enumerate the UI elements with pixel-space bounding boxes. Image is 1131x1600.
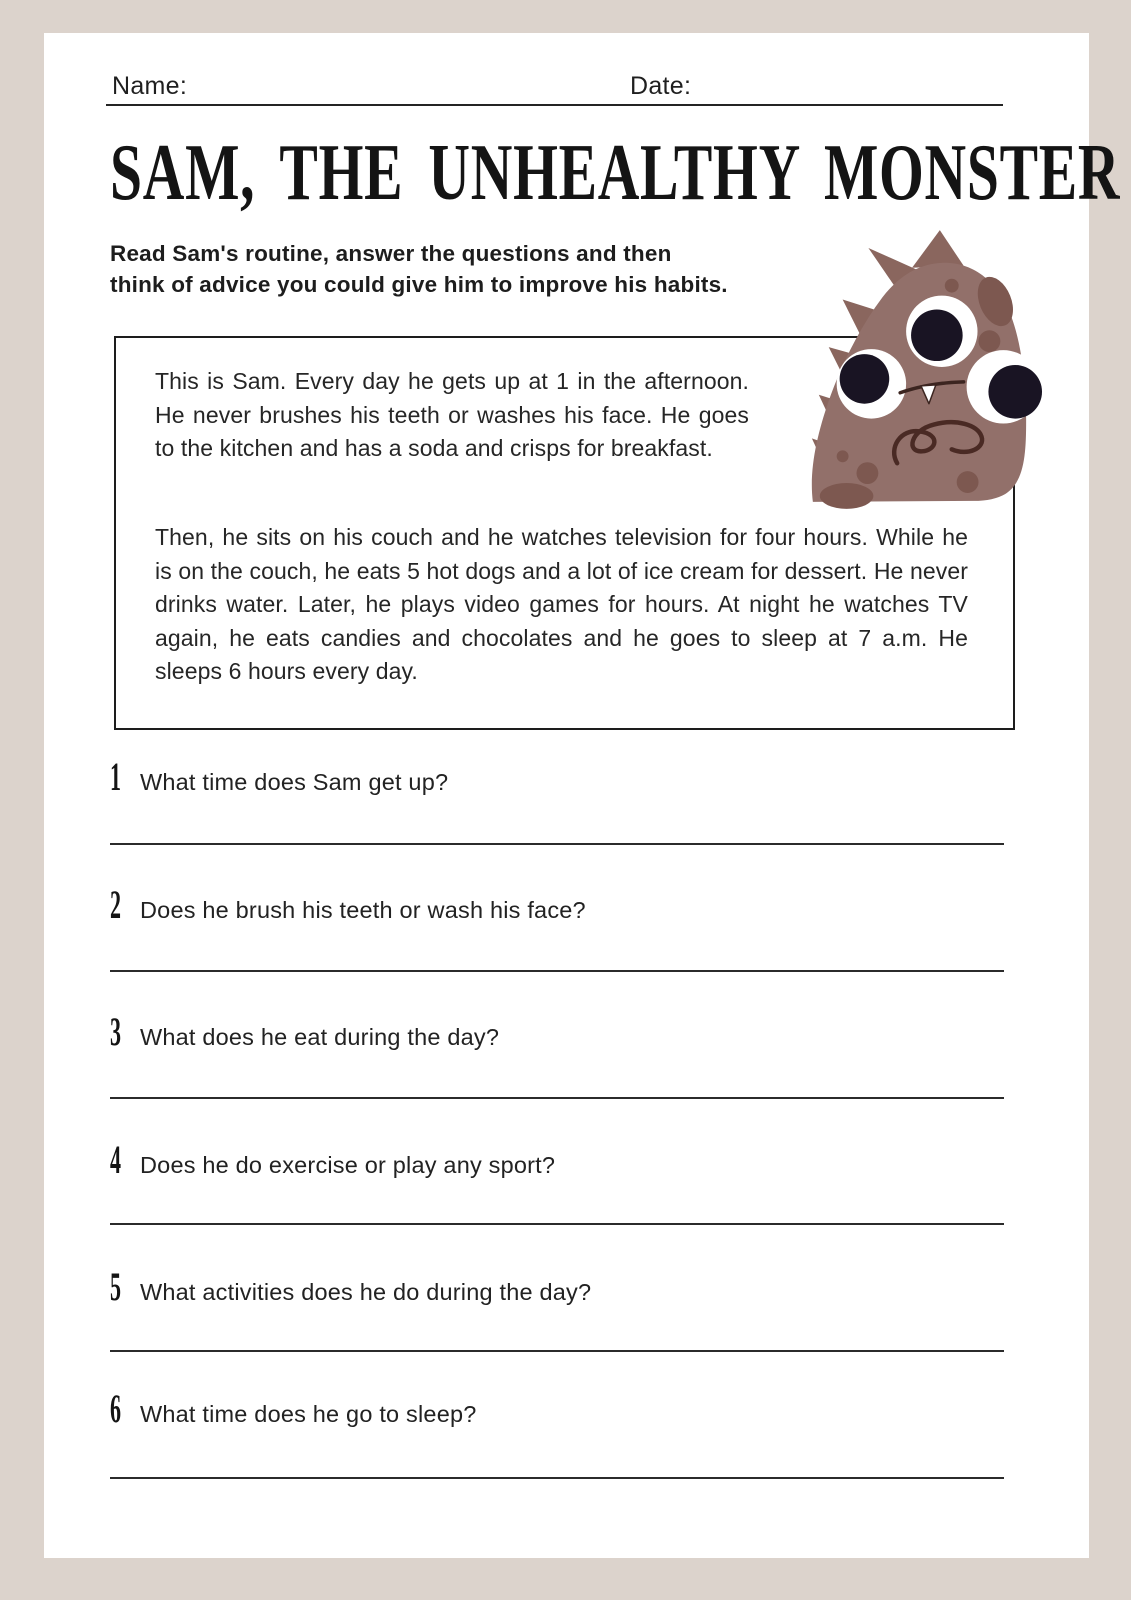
answer-line-5[interactable]	[110, 1350, 1004, 1352]
question-4-number: 4	[110, 1137, 121, 1182]
question-3	[110, 1009, 500, 1054]
passage-paragraph-1: This is Sam. Every day he gets up at 1 in the afternoon. He never brushes his teeth or washes his face. He goes to the kitchen and has a soda and crisps for breakfast.	[155, 368, 749, 461]
question-3-text: What does he eat during the day?	[140, 1024, 500, 1050]
question-1-text: What time does Sam get up?	[140, 769, 449, 795]
name-date-fill-line[interactable]	[106, 104, 1003, 106]
name-label: Name:	[112, 72, 188, 100]
question-4-text: Does he do exercise or play any sport?	[140, 1152, 556, 1178]
question-1-number: 1	[110, 754, 121, 799]
answer-line-4[interactable]	[110, 1223, 1004, 1225]
instructions-line-2: think of advice you could give him to improve his habits.	[110, 272, 728, 297]
question-2-number: 2	[110, 882, 121, 927]
question-3-number: 3	[110, 1009, 121, 1054]
page-title: SAM, THE UNHEALTHY MONSTER	[110, 129, 1121, 217]
date-label: Date:	[630, 72, 692, 100]
question-2-text: Does he brush his teeth or wash his face?	[140, 897, 586, 923]
question-6-text: What time does he go to sleep?	[140, 1401, 477, 1427]
question-6	[110, 1386, 477, 1431]
question-4	[110, 1137, 556, 1182]
monster-illustration	[795, 222, 1043, 510]
passage-paragraph-2: Then, he sits on his couch and he watches television for four hours. While he is on the couch, he eats 5 hot dogs and a lot of ice cream for dessert. He never drinks water. Later, he plays video games for hours. At night he watches TV again, he eats candies and chocolates and he goes to sleep at 7 a.m. He sleeps 6 hours every day.	[155, 524, 968, 684]
answer-line-6[interactable]	[110, 1477, 1004, 1479]
question-6-number: 6	[110, 1386, 121, 1431]
question-2	[110, 882, 586, 927]
answer-line-1[interactable]	[110, 843, 1004, 845]
answer-line-3[interactable]	[110, 1097, 1004, 1099]
worksheet-page	[44, 33, 1121, 1558]
instructions-line-1: Read Sam's routine, answer the questions and then	[110, 241, 672, 266]
question-5-text: What activities does he do during the day?	[140, 1279, 592, 1305]
instructions-text	[110, 238, 728, 300]
question-5	[110, 1264, 592, 1309]
question-5-number: 5	[110, 1264, 121, 1309]
question-1	[110, 754, 449, 799]
answer-line-2[interactable]	[110, 970, 1004, 972]
